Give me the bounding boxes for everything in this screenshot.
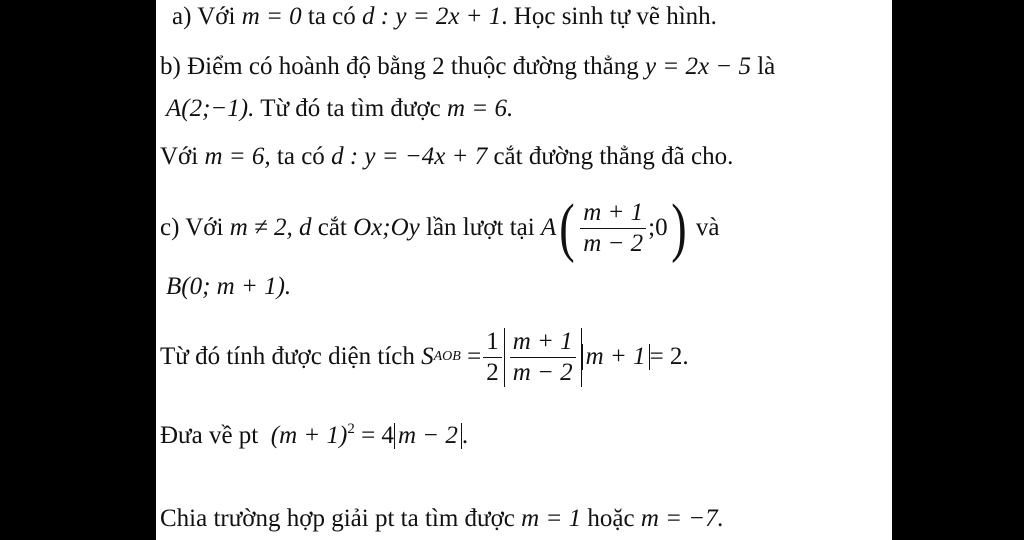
line-part-c-1 xyxy=(160,190,719,266)
math: A(2;−1). xyxy=(166,95,255,122)
math: = 4 xyxy=(361,422,394,449)
math: A xyxy=(540,214,557,241)
math: m = 1 xyxy=(521,505,582,532)
math: y = 2x − 5 xyxy=(645,53,751,80)
math: d : y = 2x + 1 xyxy=(362,3,502,30)
line-part-a xyxy=(172,2,717,32)
line-part-c-4 xyxy=(160,414,468,451)
denominator: m − 2 xyxy=(583,229,644,257)
text: c) Với xyxy=(160,214,224,241)
text: và xyxy=(695,214,720,241)
text: Từ đó tính được diện tích xyxy=(160,343,415,370)
line-part-b-2 xyxy=(166,94,513,124)
text: . xyxy=(461,422,469,449)
text: Đưa về pt xyxy=(160,422,259,449)
abs-fraction xyxy=(504,328,582,387)
text: hoặc xyxy=(587,505,635,532)
left-paren: ( xyxy=(559,191,575,264)
text: lần lượt tại xyxy=(426,214,535,241)
math: m = 0 xyxy=(241,3,302,30)
fraction xyxy=(580,199,646,258)
document-page xyxy=(156,0,892,540)
numerator: m + 1 xyxy=(510,328,576,358)
text: . Học sinh tự vẽ hình. xyxy=(501,3,717,30)
numerator: 1 xyxy=(483,328,502,358)
text: cắt xyxy=(317,214,347,241)
math: m ≠ 2, d xyxy=(229,214,312,241)
math: (m + 1) xyxy=(270,422,348,449)
math: d : y = −4x + 7 xyxy=(331,143,488,170)
math: B(0; m + 1). xyxy=(166,273,292,300)
text: Từ đó ta tìm được xyxy=(260,95,441,122)
line-part-c-2 xyxy=(166,272,291,302)
denominator: 2 xyxy=(486,358,499,386)
text: ta có xyxy=(276,143,325,170)
text: a) Với xyxy=(172,3,236,30)
denominator: m − 2 xyxy=(512,358,573,386)
text: ta có xyxy=(307,3,356,30)
math: m = 6. xyxy=(447,95,514,122)
half-fraction xyxy=(483,328,502,387)
math: = xyxy=(467,343,482,370)
math: ;0 xyxy=(648,214,668,241)
text: cắt đường thẳng đã cho. xyxy=(493,143,734,170)
line-part-c-3 xyxy=(160,322,689,392)
text: Chia trường hợp giải pt ta tìm được xyxy=(160,505,515,532)
line-part-b-1 xyxy=(160,52,775,82)
math: S xyxy=(421,343,434,370)
fraction xyxy=(510,328,576,387)
right-paren: ) xyxy=(670,191,687,264)
subscript: AOB xyxy=(433,349,461,364)
line-part-b-3 xyxy=(160,142,733,172)
line-part-c-5 xyxy=(160,504,724,534)
abs-value: m + 1 xyxy=(582,344,650,370)
math: Ox;Oy xyxy=(353,214,420,241)
math: = 2. xyxy=(649,343,689,370)
math: m = −7. xyxy=(640,505,724,532)
math: m = 6, xyxy=(204,143,271,170)
abs-value: m − 2 xyxy=(394,423,462,449)
numerator: m + 1 xyxy=(580,199,646,229)
text: là xyxy=(757,53,776,80)
text: b) Điểm có hoành độ bằng 2 thuộc đường thẳng xyxy=(160,53,639,80)
exponent: 2 xyxy=(347,421,355,437)
text: Với xyxy=(160,143,199,170)
